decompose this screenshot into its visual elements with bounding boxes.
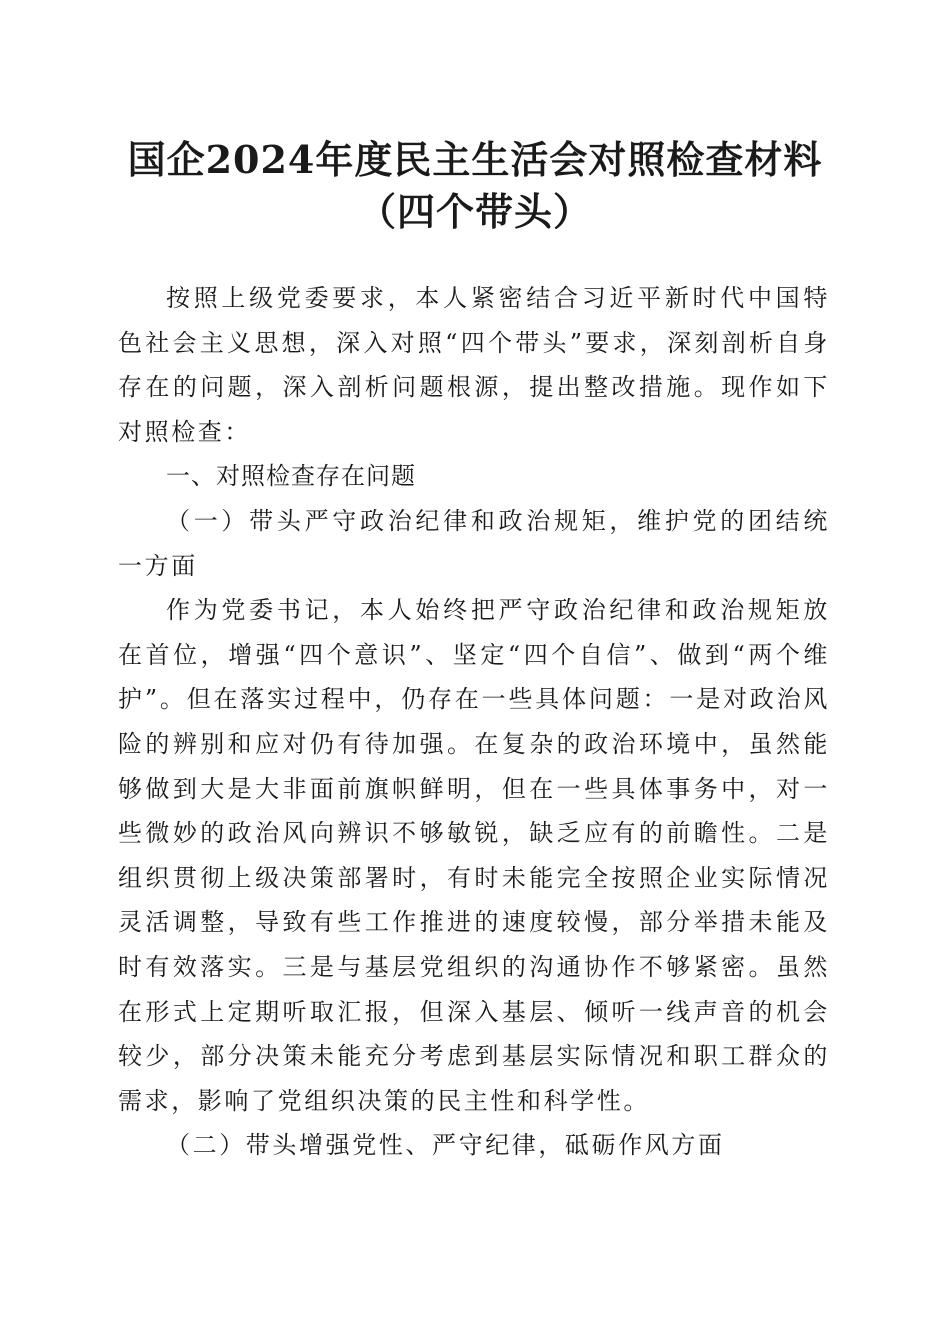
subsection-heading-2: （二）带头增强党性、严守纪律，砥砺作风方面: [166, 1131, 725, 1160]
section-heading-1: 一、对照检查存在问题: [166, 462, 416, 491]
document-body: [118, 276, 830, 1168]
body-paragraph: 作为党委书记，本人始终把严守政治纪律和政治规矩放在首位，增强“四个意识”、坚定“四个自信”、做到“两个维护”。但在落实过程中，仍存在一些具体问题：一是对政治风险的辨别和应对仍有待加强。在复杂的政治环境中，虽然能够做到大是大非面前旗帜鲜明，但在一些具体事务中，对一些微妙的政治风向辨识不够敏锐，缺乏应有的前瞻性。二是组织贯彻上级决策部署时，有时未能完全按照企业实际情况灵活调整，导致有些工作推进的速度较慢，部分举措未能及时有效落实。三是与基层党组织的沟通协作不够紧密。虽然在形式上定期听取汇报，但深入基层、倾听一线声音的机会较少，部分决策未能充分考虑到基层实际情况和职工群众的需求，影响了党组织决策的民主性和科学性。: [118, 596, 830, 1115]
subsection-heading-1: （一）带头严守政治纪律和政治规矩，维护党的团结统一方面: [118, 506, 830, 580]
intro-paragraph: 按照上级党委要求，本人紧密结合习近平新时代中国特色社会主义思想，深入对照“四个带头”要求，深刻剖析自身存在的问题，深入剖析问题根源，提出整改措施。现作如下对照检查：: [118, 284, 830, 446]
document-title: 国企2024年度民主生活会对照检查材料（四个带头）: [127, 137, 823, 234]
